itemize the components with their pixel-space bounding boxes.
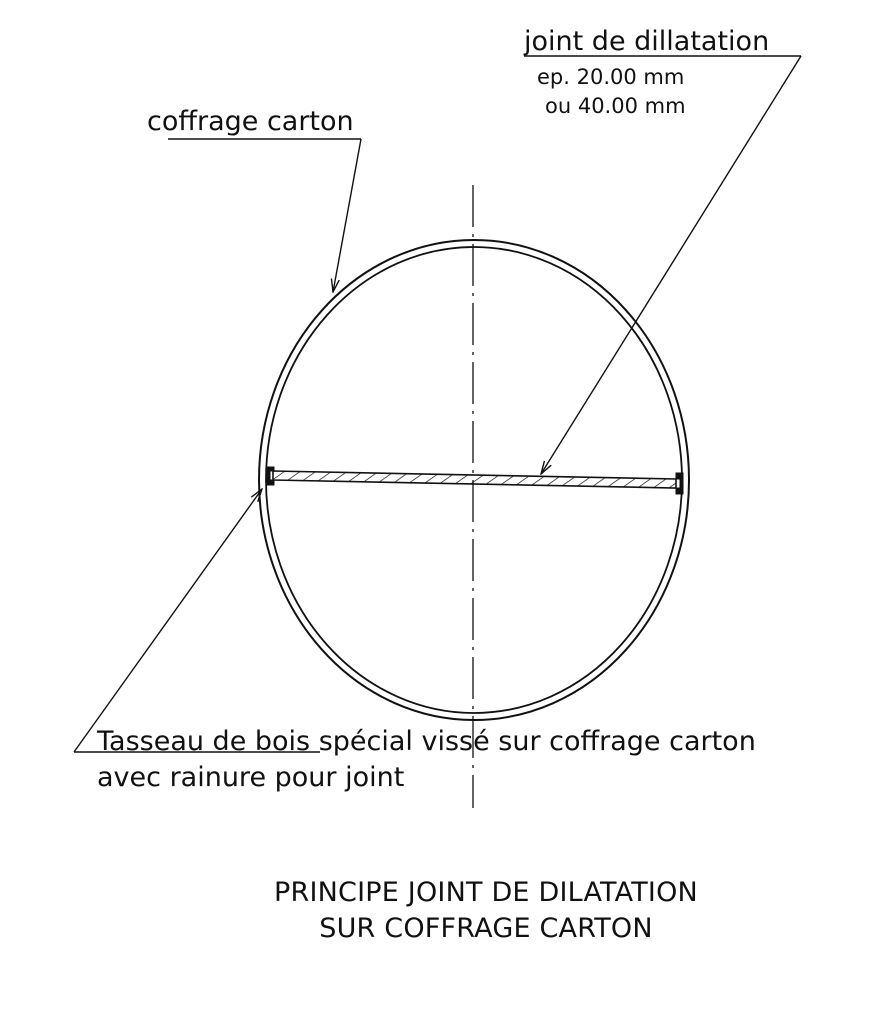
batten-right xyxy=(676,473,683,494)
batten-label-line-1: Tasseau de bois spécial vissé sur coffrage carton xyxy=(97,726,756,757)
joint-thickness-primary: ep. 20.00 mm xyxy=(537,65,685,89)
batten-leader xyxy=(74,489,320,752)
expansion-joint xyxy=(273,471,676,488)
title-line-2: SUR COFFRAGE CARTON xyxy=(319,913,653,944)
joint-leader xyxy=(524,56,801,474)
drawing-title xyxy=(236,875,736,947)
formwork-label: coffrage carton xyxy=(147,106,354,137)
title-line-1: PRINCIPE JOINT DE DILATATION xyxy=(274,877,698,908)
joint-label: joint de dillatation xyxy=(524,26,770,57)
formwork-leader xyxy=(168,139,361,292)
batten-label-line-2: avec rainure pour joint xyxy=(97,762,405,793)
joint-thickness-alternative: ou 40.00 mm xyxy=(545,94,686,118)
